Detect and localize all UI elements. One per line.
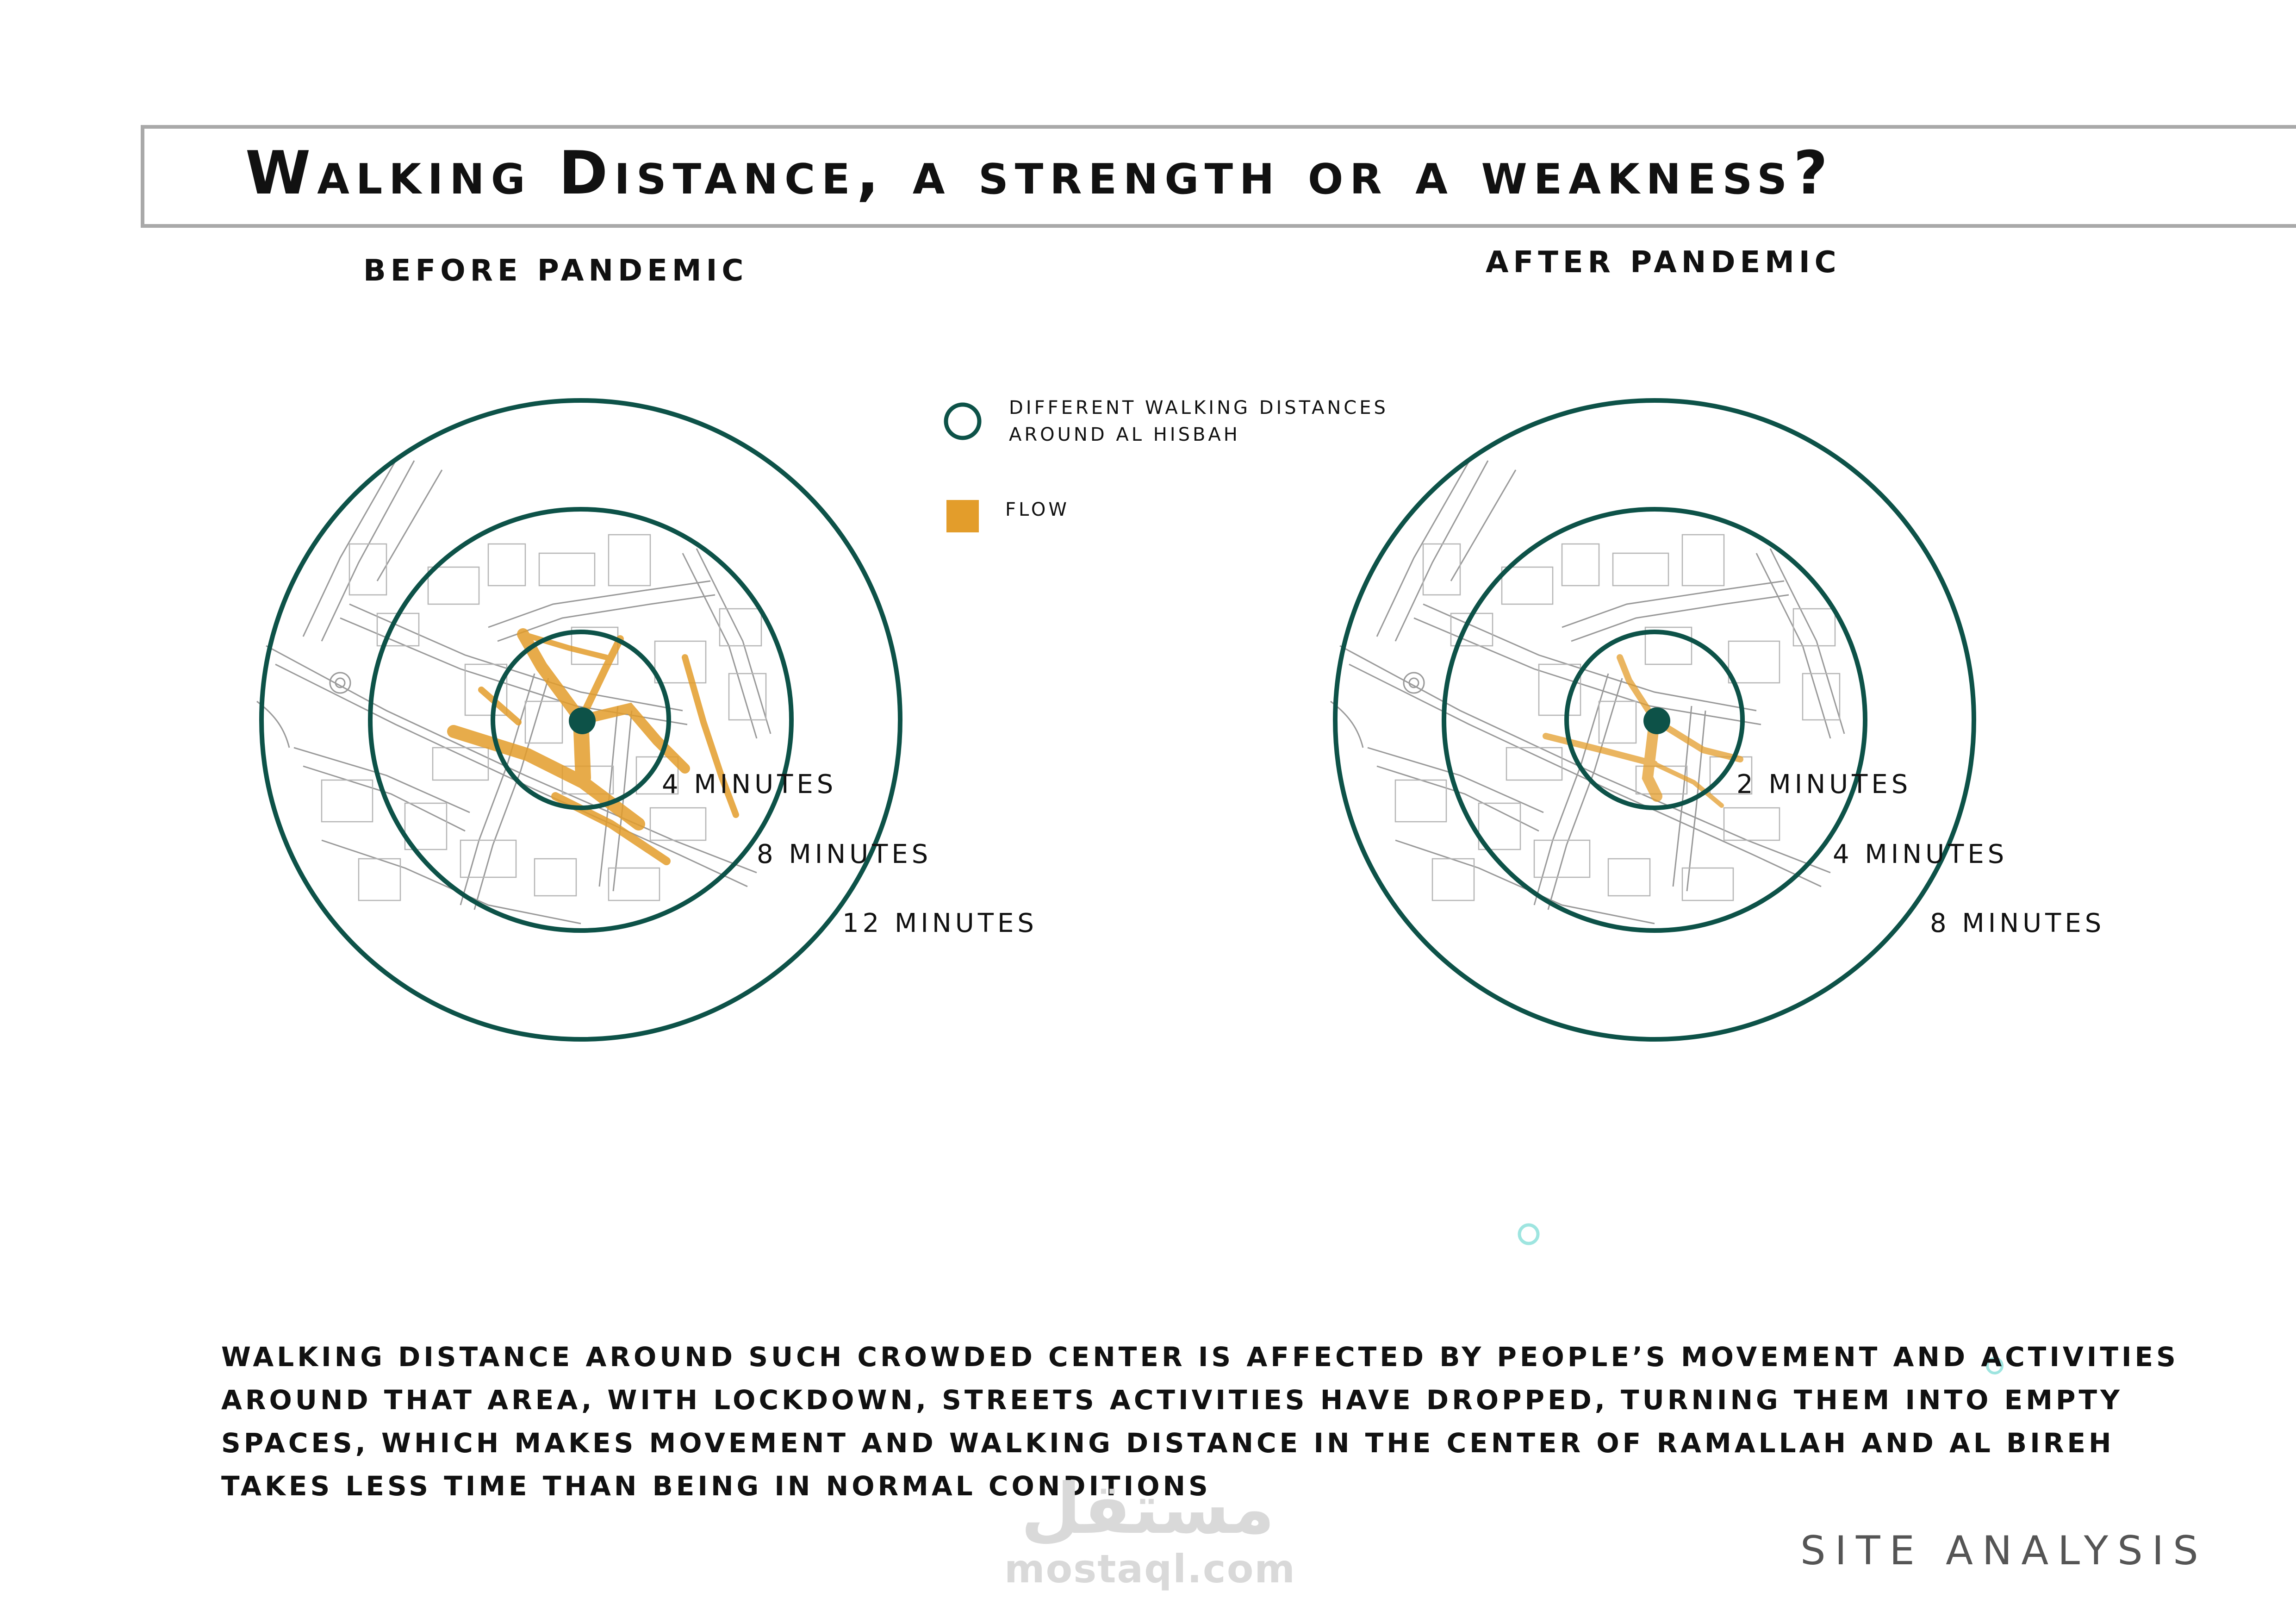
footer-site-analysis: SITE ANALYSIS — [1800, 1528, 2208, 1574]
before-pandemic-label: BEFORE PANDEMIC — [363, 254, 748, 288]
description-line: SPACES, WHICH MAKES MOVEMENT AND WALKING DISTANCE IN THE CENTER OF RAMALLAH AND AL BIREH — [221, 1427, 2115, 1459]
legend-ring-line2: AROUND AL HISBAH — [1009, 424, 1240, 445]
after-ring-label-inner: 2 MINUTES — [1736, 769, 1912, 800]
mostaql-watermark — [1004, 1469, 1296, 1592]
before-ring-label-middle: 8 MINUTES — [757, 839, 932, 869]
after-ring-label-middle: 4 MINUTES — [1833, 839, 2008, 869]
after-street-map — [1331, 461, 1844, 924]
legend-ring-icon — [946, 405, 979, 438]
after-pandemic-map — [1331, 400, 1974, 1039]
legend-ring-line1: DIFFERENT WALKING DISTANCES — [1009, 397, 1388, 418]
watermark-latin: mostaql.com — [1004, 1546, 1296, 1592]
before-center-dot — [569, 707, 596, 734]
after-center-dot — [1643, 707, 1670, 734]
after-pandemic-label: AFTER PANDEMIC — [1486, 245, 1841, 280]
description-line: TAKES LESS TIME THAN BEING IN NORMAL CONDITIONS — [221, 1470, 1211, 1502]
decorative-dot — [1519, 1225, 1538, 1243]
before-ring-label-inner: 4 MINUTES — [662, 769, 837, 800]
page-title: Walking Distance, a strength or a weakness? — [245, 139, 1835, 208]
legend-ring-text — [1009, 394, 1388, 448]
before-pandemic-map — [257, 400, 900, 1039]
watermark-arabic: مستقل — [1020, 1469, 1275, 1549]
description-line: AROUND THAT AREA, WITH LOCKDOWN, STREETS ACTIVITIES HAVE DROPPED, TURNING THEM INTO EMPTY — [221, 1384, 2123, 1416]
description-line: WALKING DISTANCE AROUND SUCH CROWDED CENTER IS AFFECTED BY PEOPLE’S MOVEMENT AND ACTIVITIES — [221, 1341, 2179, 1373]
legend-flow-swatch — [946, 500, 979, 532]
before-ring-label-outer: 12 MINUTES — [842, 908, 1038, 938]
legend-flow-text: FLOW — [1005, 499, 1070, 520]
after-ring-label-outer: 8 MINUTES — [1930, 908, 2105, 938]
